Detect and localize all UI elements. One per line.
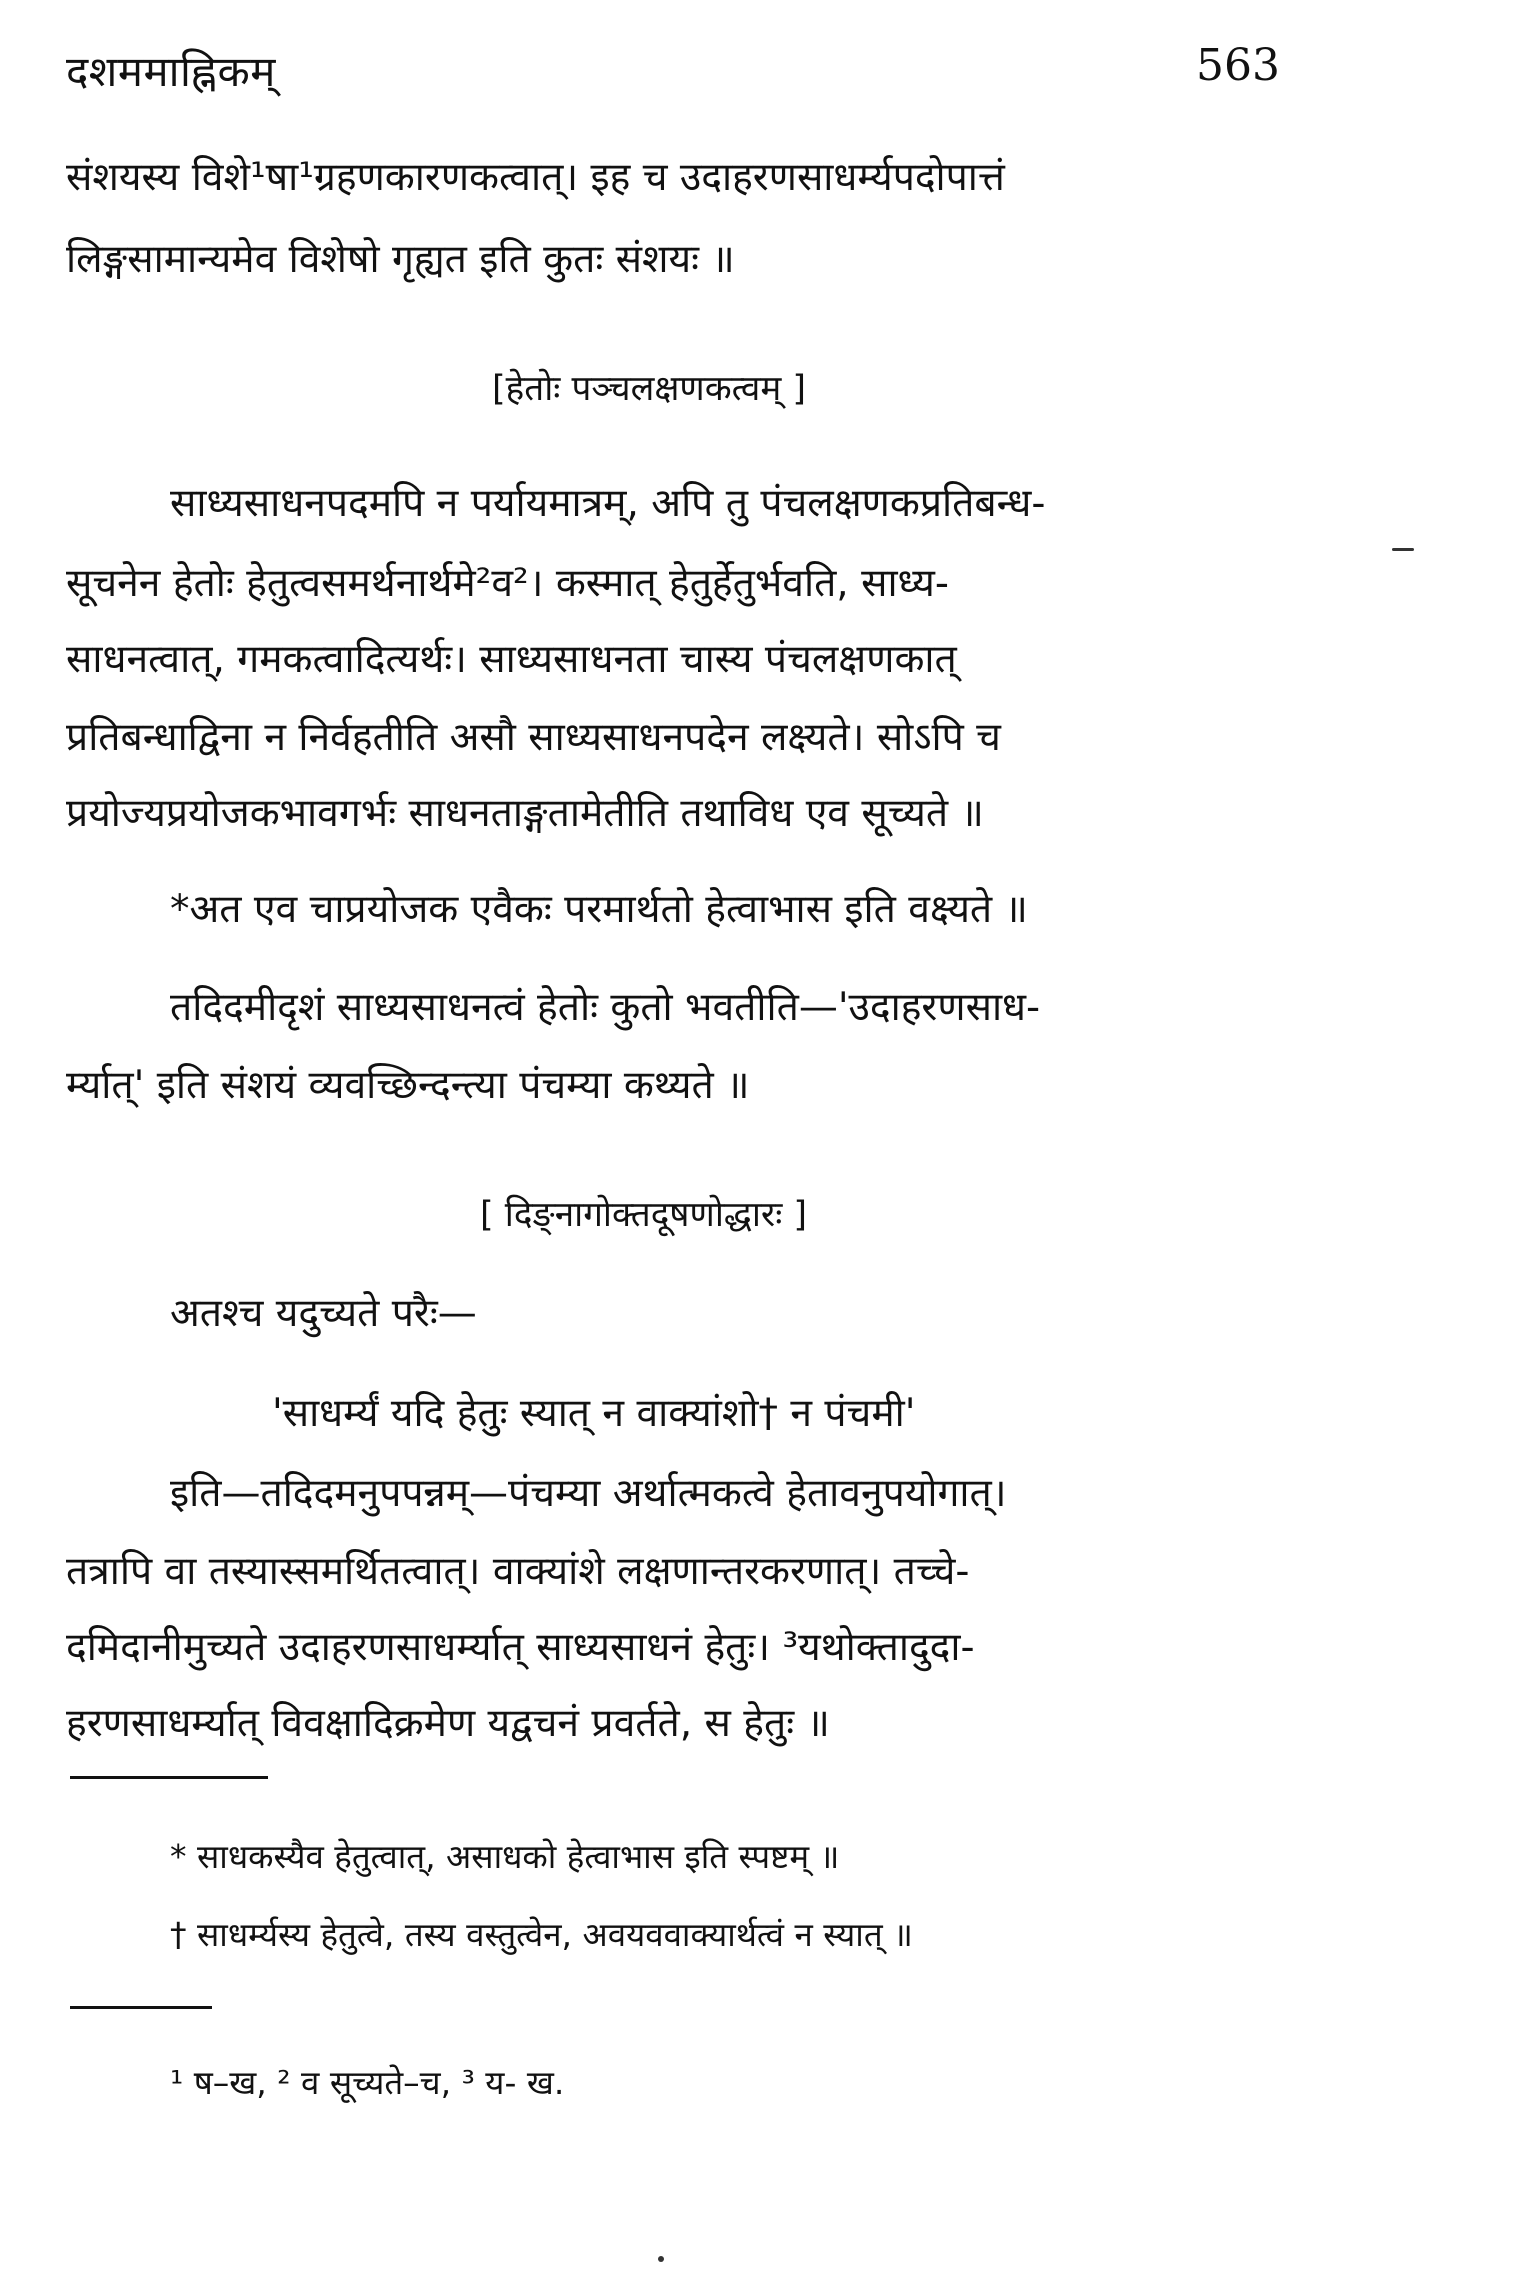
body-line: तत्रापि वा तस्यास्समर्थितत्वात्। वाक्यांशे लक्षणान्तरकरणात्। तच्चे-	[66, 1549, 970, 1594]
body-line: हरणसाधर्म्यात् विवक्षादिक्रमेण यद्वचनं प्रवर्तते, स हेतुः ॥	[66, 1701, 830, 1746]
body-line: 'साधर्म्यं यदि हेतुः स्यात् न वाक्यांशो† न पंचमी'	[272, 1391, 916, 1436]
body-line: प्रतिबन्धाद्विना न निर्वहतीति असौ साध्यसाधनपदेन लक्ष्यते। सोऽपि च	[66, 715, 1001, 760]
body-line: सूचनेन हेतोः हेतुत्वसमर्थनार्थमे²व²। कस्मात् हेतुर्हेतुर्भवति, साध्य-	[66, 561, 949, 606]
body-line: प्रयोज्यप्रयोजकभावगर्भः साधनताङ्गतामेतीति तथाविध एव सूच्यते ॥	[66, 791, 984, 836]
body-line: तदिदमीदृशं साध्यसाधनत्वं हेतोः कुतो भवतीति—'उदाहरणसाध-	[170, 985, 1041, 1030]
footnote: † साधर्म्यस्य हेतुत्वे, तस्य वस्तुत्वेन, अवयववाक्यार्थत्वं न स्यात् ॥	[170, 1915, 913, 1954]
body-line: साध्यसाधनपदमपि न पर्यायमात्रम्, अपि तु पंचलक्षणकप्रतिबन्ध-	[170, 481, 1046, 526]
footnote: * साधकस्यैव हेतुत्वात्, असाधको हेत्वाभास इति स्पष्टम् ॥	[170, 1837, 840, 1876]
body-line: संशयस्य विशे¹षा¹ग्रहणकारणकत्वात्। इह च उदाहरणसाधर्म्यपदोपात्तं	[66, 155, 1005, 200]
variant-rule	[70, 2006, 212, 2009]
body-line: *अत एव चाप्रयोजक एवैकः परमार्थतो हेत्वाभास इति वक्ष्यते ॥	[170, 887, 1028, 932]
scan-speck	[658, 2256, 664, 2262]
variant-readings: ¹ ष–ख, ² व सूच्यते–च, ³ य- ख.	[170, 2063, 565, 2102]
section-heading: [ दिङ्नागोक्तदूषणोद्धारः ]	[480, 1195, 808, 1235]
body-line: इति—तदिदमनुपपन्नम्—पंचम्या अर्थात्मकत्वे हेतावनुपयोगात्।	[170, 1471, 1007, 1516]
body-line: साधनत्वात्, गमकत्वादित्यर्थः। साध्यसाधनता चास्य पंचलक्षणकात्	[66, 637, 957, 682]
body-line: अतश्च यदुच्यते परैः—	[170, 1291, 477, 1336]
body-line: र्म्यात्' इति संशयं व्यवच्छिन्दन्त्या पंचम्या कथ्यते ॥	[66, 1063, 750, 1108]
footnote-rule	[70, 1776, 268, 1779]
running-title: दशममाह्निकम्	[66, 47, 276, 96]
section-heading: [हेतोः पञ्चलक्षणकत्वम् ]	[492, 369, 807, 409]
body-line: दमिदानीमुच्यते उदाहरणसाधर्म्यात् साध्यसाधनं हेतुः। ³यथोक्तादुदा-	[66, 1625, 975, 1670]
page-number: 563	[1196, 40, 1280, 91]
scan-speck	[1392, 548, 1414, 551]
body-line: लिङ्गसामान्यमेव विशेषो गृह्यत इति कुतः संशयः ॥	[66, 237, 735, 282]
